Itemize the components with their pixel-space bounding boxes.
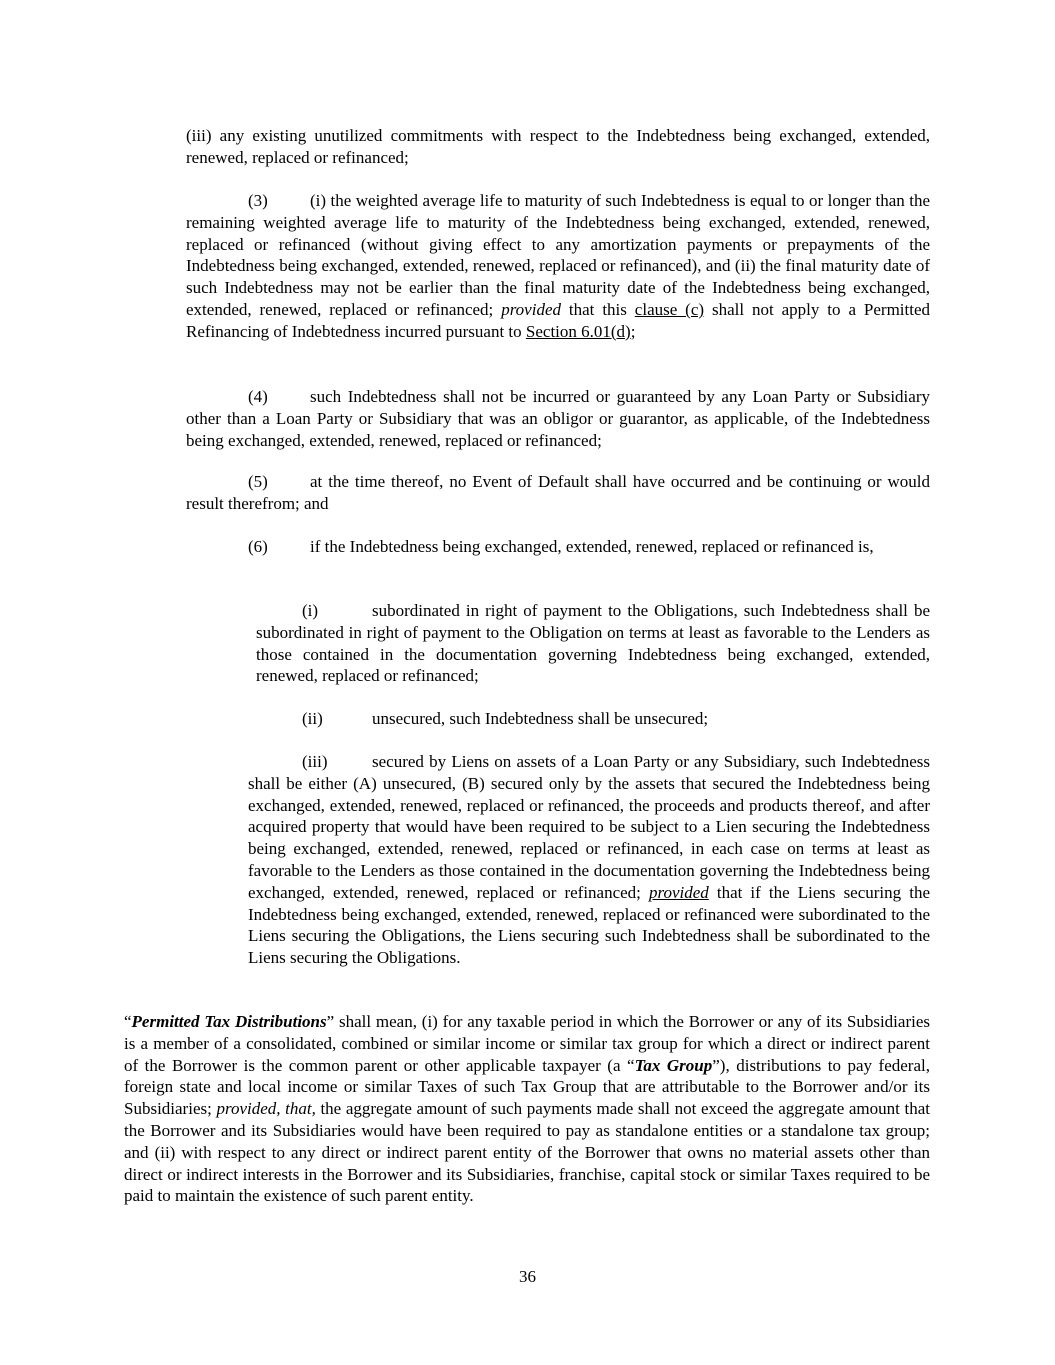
- paragraph-iii-continuation: [186, 125, 930, 169]
- open-quote: “: [124, 1012, 132, 1031]
- section-reference[interactable]: Section 6.01(d): [525, 321, 631, 341]
- subclause-ii: [256, 708, 930, 730]
- clause-number: (6): [248, 537, 268, 556]
- definition-text: ” shall mean, (i) for any taxable period in which the Borrower or any of its Subsidiaries is a member of a consolidated, combined or similar income or similar tax group for which a direct or indirect parent of the Borrower is the common parent or other applicable taxpayer (a “: [124, 1012, 930, 1075]
- clause-number: (3): [248, 191, 268, 210]
- clause-number: (5): [248, 472, 268, 491]
- subclause-text: subordinated in right of payment to the Obligations, such Indebtedness shall be subordinated in right of payment to the Obligation on terms at least as favorable to the Lenders as those contained in the documentation governing Indebtedness being exchanged, extended, renewed, replaced or refinanced;: [256, 601, 930, 686]
- subclause-text: unsecured, such Indebtedness shall be unsecured;: [372, 709, 709, 728]
- clause-text: if the Indebtedness being exchanged, extended, renewed, replaced or refinanced is,: [310, 537, 874, 556]
- subclause-iii: [248, 751, 930, 969]
- clause-6: [186, 536, 930, 558]
- clause-text: (i) the weighted average life to maturity of such Indebtedness is equal to or longer than the remaining weighted average life to maturity of the Indebtedness being exchanged, extended, renewed, replaced or refinanced (without giving effect to any amortization payments or prepayments of the Indebtedness being exchanged, extended, renewed, replaced or refinanced), and (ii) the final maturity date of such Indebtedness may not be earlier than the final maturity date of the Indebtedness being exchanged, extended, renewed, replaced or refinanced;: [186, 191, 930, 319]
- defined-term-tax-group: Tax Group: [634, 1055, 713, 1075]
- paragraph-text: (iii) any existing unutilized commitments with respect to the Indebtedness being exchanged, extended, renewed, replaced or refinanced;: [186, 126, 930, 167]
- clause-number: (4): [248, 387, 268, 406]
- provided-term: provided: [648, 882, 709, 902]
- clause-c-reference[interactable]: clause (c): [634, 299, 705, 319]
- clause-text: at the time thereof, no Event of Default shall have occurred and be continuing or would result therefrom; and: [186, 472, 930, 513]
- provided-that-term: provided, that,: [216, 1099, 316, 1119]
- definition-permitted-tax-distributions: [124, 1011, 930, 1207]
- subclause-number: (i): [302, 601, 319, 620]
- page-number: 36: [519, 1267, 536, 1286]
- defined-term: Permitted Tax Distributions: [131, 1012, 327, 1031]
- subclause-i: [256, 600, 930, 687]
- clause-text: shall not apply to a Permitted Refinancing of Indebtedness incurred pursuant to: [186, 299, 931, 341]
- definition-text: ”), distributions to pay federal, foreign state and local income or similar Taxes of such Tax Group that are attributable to the Borrower and/or its Subsidiaries;: [124, 1055, 930, 1119]
- subclause-text: secured by Liens on assets of a Loan Party or any Subsidiary, such Indebtedness shall be either (A) unsecured, (B) secured only by the assets that secured the Indebtedness being exchanged, extended, renewed, replaced or refinanced, the proceeds and products thereof, and after acquired property that would have been required to be subject to a Lien securing the Indebtedness being exchanged, extended, renewed, replaced or refinanced, in each case on terms at least as favorable to the Lenders as those contained in the documentation governing the Indebtedness being exchanged, extended, renewed, replaced or refinanced;: [248, 752, 930, 902]
- definition-text: the aggregate amount of such payments made shall not exceed the aggregate amount that the Borrower and its Subsidiaries would have been required to pay as standalone entities or a standalone tax group; and (ii) with respect to any direct or indirect parent entity of the Borrower that owns no material assets other than direct or indirect interests in the Borrower and its Subsidiaries, franchise, capital stock or similar Taxes required to be paid to maintain the existence of such parent entity.: [124, 1099, 930, 1206]
- clause-4: [186, 386, 930, 451]
- subclause-number: (ii): [302, 709, 323, 728]
- provided-term: provided: [501, 299, 561, 319]
- clause-3: [186, 190, 930, 343]
- clause-text: such Indebtedness shall not be incurred or guaranteed by any Loan Party or Subsidiary other than a Loan Party or Subsidiary that was an obligor or guarantor, as applicable, of the Indebtedness being exchanged, extended, renewed, replaced or refinanced;: [186, 387, 930, 450]
- subclause-text: that if the Liens securing the Indebtedness being exchanged, extended, renewed, replaced or refinanced were subordinated to the Liens securing the Obligations, the Liens securing such Indebtedness shall be subordinated to the Liens securing the Obligations.: [248, 882, 930, 968]
- clause-5: [186, 471, 930, 515]
- clause-text: ;: [630, 321, 636, 341]
- clause-text: that this: [561, 299, 635, 319]
- subclause-number: (iii): [302, 752, 328, 771]
